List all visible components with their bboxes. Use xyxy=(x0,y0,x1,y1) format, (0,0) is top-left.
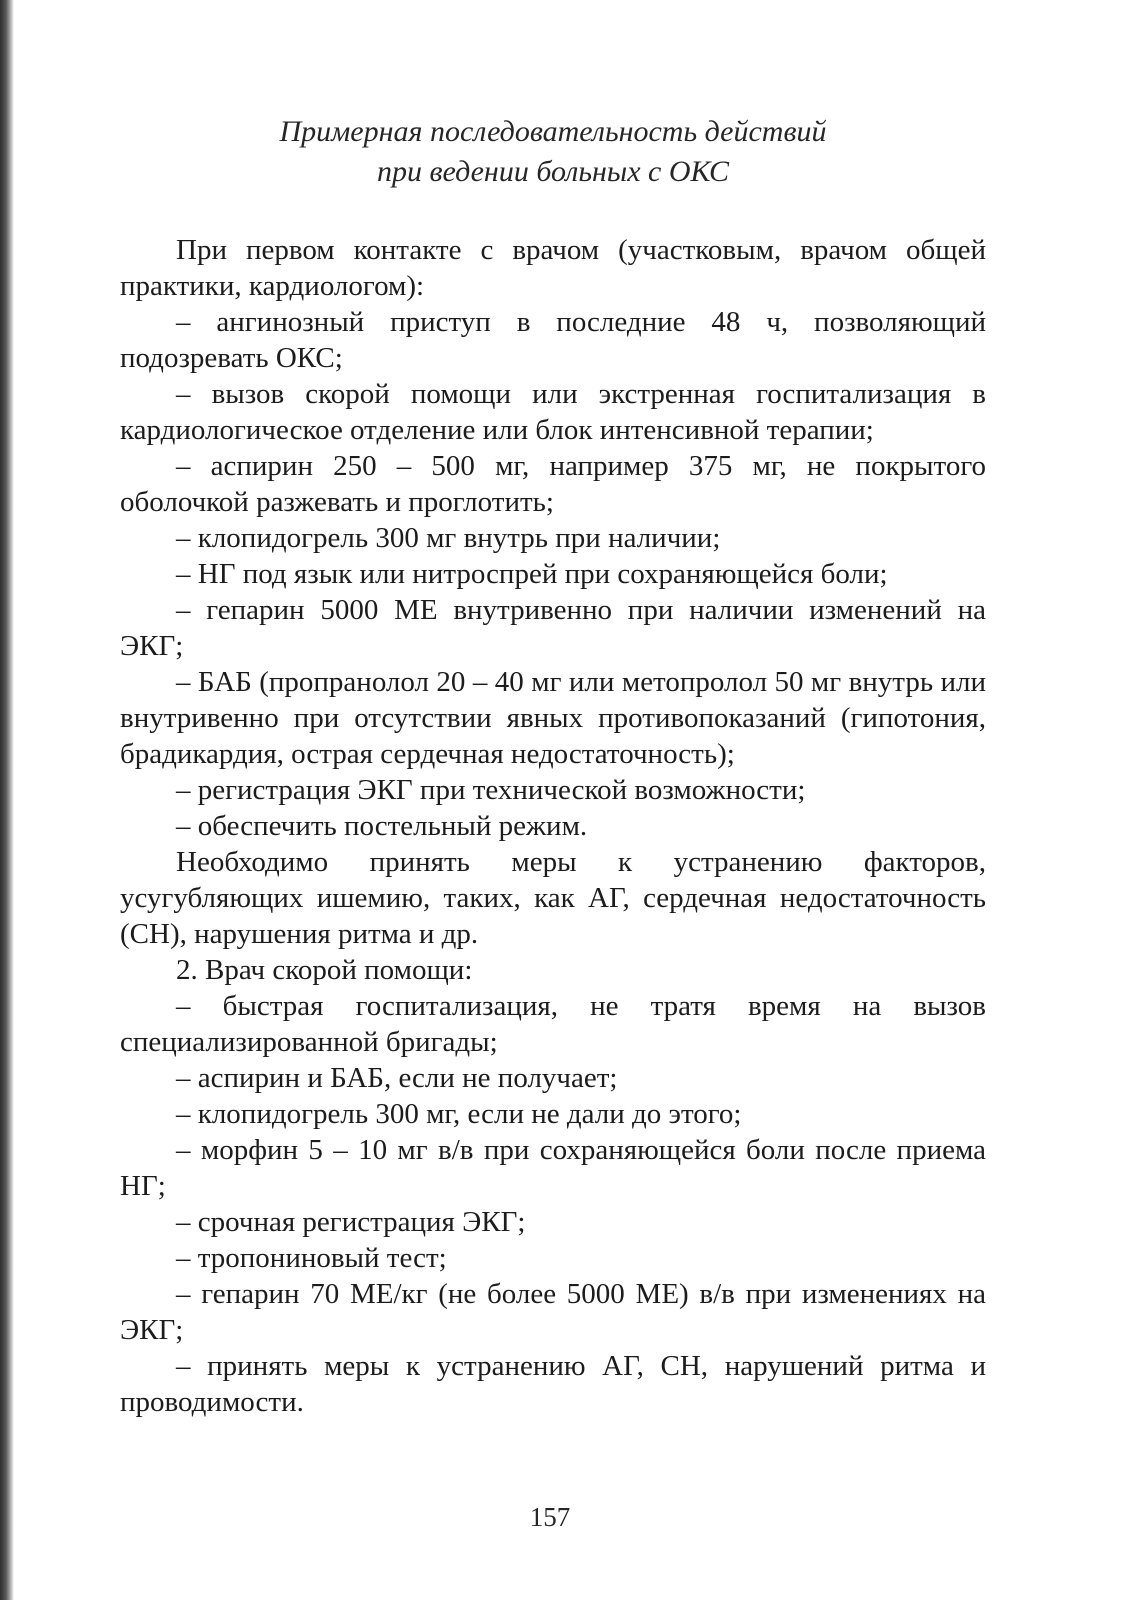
page-content xyxy=(120,112,986,1420)
list-item: – БАБ (пропранолол 20 – 40 мг или метопролол 50 мг внутрь или внутривенно при отсутствии явных противопоказаний (гипотония, брадикардия, острая сердечная недостаточность); xyxy=(120,666,986,770)
list-item: – НГ под язык или нитроспрей при сохраняющейся боли; xyxy=(176,558,888,590)
list-item: – аспирин 250 – 500 мг, например 375 мг, не покрытого оболочкой разжевать и проглотить; xyxy=(120,450,986,518)
section-title-line-1: Примерная последовательность действий xyxy=(279,115,827,148)
paragraph-note: Необходимо принять меры к устранению факторов, усугубляющих ишемию, таких, как АГ, сердечная недостаточность (СН), нарушения ритма и др. xyxy=(120,846,986,950)
list-item: – клопидогрель 300 мг, если не дали до этого; xyxy=(176,1098,742,1130)
list-item: – аспирин и БАБ, если не получает; xyxy=(176,1062,618,1094)
list-item: – тропониновый тест; xyxy=(176,1242,447,1274)
paragraph-heading: 2. Врач скорой помощи: xyxy=(176,954,473,986)
paragraph-intro: При первом контакте с врачом (участковым, врачом общей практики, кардиологом): xyxy=(120,234,986,302)
list-item: – ангинозный приступ в последние 48 ч, позволяющий подозревать ОКС; xyxy=(120,306,986,374)
list-item: – принять меры к устранению АГ, СН, нарушений ритма и проводимости. xyxy=(120,1350,986,1418)
body-text xyxy=(120,232,986,1420)
book-spine-shadow xyxy=(0,0,14,1600)
section-title-line-2: при ведении больных с ОКС xyxy=(376,155,730,188)
section-title xyxy=(120,112,986,192)
list-item: – вызов скорой помощи или экстренная госпитализация в кардиологическое отделение или блок интенсивной терапии; xyxy=(120,378,986,446)
list-item: – быстрая госпитализация, не тратя время на вызов специализированной бригады; xyxy=(120,990,986,1058)
page-number: 157 xyxy=(529,1502,571,1532)
list-item: – морфин 5 – 10 мг в/в при сохраняющейся боли после приема НГ; xyxy=(120,1134,986,1202)
list-item: – срочная регистрация ЭКГ; xyxy=(176,1206,526,1238)
list-item: – клопидогрель 300 мг внутрь при наличии; xyxy=(176,522,721,554)
list-item: – регистрация ЭКГ при технической возможности; xyxy=(176,774,806,806)
list-item: – гепарин 70 МЕ/кг (не более 5000 МЕ) в/в при изменениях на ЭКГ; xyxy=(120,1278,986,1346)
list-item: – обеспечить постельный режим. xyxy=(176,810,588,842)
list-item: – гепарин 5000 МЕ внутривенно при наличии изменений на ЭКГ; xyxy=(120,594,986,662)
